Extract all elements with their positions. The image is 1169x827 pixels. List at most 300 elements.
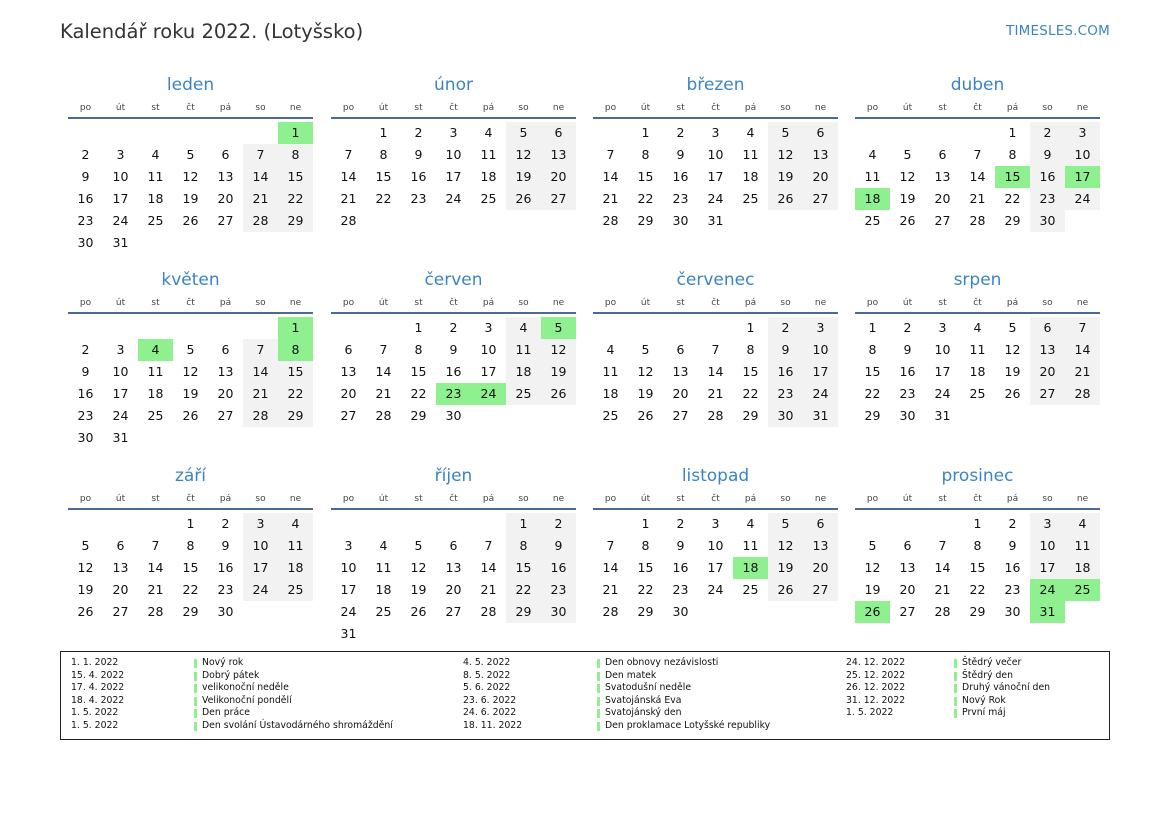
legend-row — [61, 720, 1109, 733]
weekday-label: čt — [449, 103, 458, 113]
day-cell: 27 — [445, 604, 462, 619]
day-cell: 19 — [77, 582, 94, 597]
day-cell: 12 — [637, 364, 654, 379]
day-cell: 23 — [410, 191, 427, 206]
day-cell: 8 — [186, 538, 195, 553]
weekday-label: so — [255, 103, 266, 113]
month-7 — [593, 270, 838, 455]
day-cell: 30 — [899, 408, 916, 423]
weekday-label: pá — [482, 298, 495, 308]
day-cell: 22 — [742, 386, 759, 401]
day-cell: 12 — [506, 144, 541, 166]
header-divider — [593, 117, 838, 119]
day-cell: 9 — [81, 169, 90, 184]
holiday-marker — [954, 684, 957, 693]
day-cell: 23 — [1030, 188, 1065, 210]
weekday-label: po — [866, 103, 879, 113]
day-cell: 3 — [1065, 122, 1100, 144]
day-cell: 9 — [676, 538, 685, 553]
weekday-label: út — [902, 298, 913, 308]
day-cell: 12 — [77, 560, 94, 575]
day-cell: 3 — [1030, 513, 1065, 535]
day-cell: 1 — [379, 125, 388, 140]
day-cell: 1 — [641, 125, 650, 140]
month-name: listopad — [681, 466, 750, 486]
day-cell: 16 — [541, 557, 576, 579]
day-cell: 22 — [1004, 191, 1021, 206]
day-cell: 19 — [541, 361, 576, 383]
day-cell: 8 — [973, 538, 982, 553]
weekday-label: po — [79, 494, 92, 504]
day-cell: 18 — [1065, 557, 1100, 579]
holiday-day-cell: 4 — [138, 339, 173, 361]
month-name: prosinec — [941, 466, 1014, 486]
day-cell: 17 — [243, 557, 278, 579]
day-cell: 11 — [278, 535, 313, 557]
header-divider — [331, 508, 576, 510]
day-cell: 17 — [112, 386, 129, 401]
weekday-label: so — [1042, 494, 1053, 504]
day-cell: 6 — [541, 122, 576, 144]
day-cell: 6 — [116, 538, 125, 553]
day-cell: 25 — [742, 191, 759, 206]
day-cell: 19 — [1004, 364, 1021, 379]
month-8 — [855, 270, 1100, 455]
day-cell: 13 — [803, 144, 838, 166]
holiday-marker — [954, 709, 957, 718]
day-cell: 30 — [672, 213, 689, 228]
weekday-label: ne — [552, 494, 565, 504]
day-cell: 24 — [707, 191, 724, 206]
day-cell: 19 — [864, 582, 881, 597]
day-cell: 16 — [899, 364, 916, 379]
weekday-label: ne — [1076, 494, 1089, 504]
day-cell: 4 — [484, 125, 493, 140]
day-cell: 23 — [899, 386, 916, 401]
day-cell: 12 — [541, 339, 576, 361]
day-cell: 26 — [637, 408, 654, 423]
day-cell: 3 — [938, 320, 947, 335]
weekday-label: pá — [1006, 494, 1019, 504]
weekday-label: st — [151, 494, 160, 504]
day-cell: 30 — [768, 405, 803, 427]
day-cell: 16 — [1004, 560, 1021, 575]
day-cell: 20 — [340, 386, 357, 401]
weekday-label: ne — [814, 494, 827, 504]
brand-link[interactable]: TIMESLES.COM — [1006, 23, 1110, 39]
day-cell: 20 — [1030, 361, 1065, 383]
day-cell: 10 — [934, 342, 951, 357]
header-divider — [593, 508, 838, 510]
day-cell: 5 — [768, 122, 803, 144]
holiday-date: 25. 12. 2022 — [846, 669, 906, 681]
day-cell: 3 — [344, 538, 353, 553]
day-cell: 16 — [77, 191, 94, 206]
day-cell: 19 — [899, 191, 916, 206]
day-cell: 7 — [1065, 317, 1100, 339]
weekday-label: pá — [744, 103, 757, 113]
day-cell: 8 — [868, 342, 877, 357]
day-cell: 14 — [480, 560, 497, 575]
day-cell: 9 — [221, 538, 230, 553]
day-cell: 13 — [934, 169, 951, 184]
holiday-day-cell: 17 — [1065, 166, 1100, 188]
day-cell: 15 — [278, 361, 313, 383]
holiday-date: 1. 5. 2022 — [846, 707, 894, 719]
day-cell: 22 — [278, 188, 313, 210]
day-cell: 28 — [1065, 383, 1100, 405]
weekday-label: út — [115, 103, 126, 113]
day-cell: 16 — [768, 361, 803, 383]
day-cell: 28 — [375, 408, 392, 423]
holiday-date: 31. 12. 2022 — [846, 694, 906, 706]
day-cell: 14 — [969, 169, 986, 184]
day-cell: 30 — [541, 601, 576, 623]
weekday-label: út — [640, 494, 651, 504]
day-cell: 12 — [768, 144, 803, 166]
day-cell: 23 — [768, 383, 803, 405]
weekday-label: čt — [711, 494, 720, 504]
weekday-label: ne — [552, 103, 565, 113]
day-cell: 28 — [340, 213, 357, 228]
day-cell: 29 — [410, 408, 427, 423]
legend-column — [61, 657, 1109, 720]
weekday-label: so — [255, 298, 266, 308]
weekday-label: pá — [219, 298, 232, 308]
weekday-label: út — [115, 494, 126, 504]
day-cell: 19 — [637, 386, 654, 401]
month-5 — [68, 270, 313, 455]
day-cell: 25 — [506, 383, 541, 405]
day-cell: 20 — [803, 557, 838, 579]
day-cell: 21 — [480, 582, 497, 597]
weekday-label: ne — [552, 298, 565, 308]
day-cell: 11 — [1065, 535, 1100, 557]
day-cell: 8 — [641, 147, 650, 162]
weekday-label: pá — [1006, 298, 1019, 308]
day-cell: 2 — [1008, 516, 1017, 531]
weekday-label: čt — [449, 494, 458, 504]
day-cell: 5 — [1008, 320, 1017, 335]
day-cell: 6 — [676, 342, 685, 357]
day-cell: 8 — [278, 144, 313, 166]
day-cell: 8 — [506, 535, 541, 557]
day-cell: 2 — [221, 516, 230, 531]
day-cell: 10 — [340, 560, 357, 575]
day-cell: 30 — [1030, 210, 1065, 232]
day-cell: 24 — [112, 408, 129, 423]
day-cell: 8 — [379, 147, 388, 162]
weekday-label: út — [640, 298, 651, 308]
day-cell: 7 — [243, 144, 278, 166]
holiday-marker — [954, 659, 957, 668]
day-cell: 26 — [77, 604, 94, 619]
weekday-label: ne — [289, 103, 302, 113]
day-cell: 27 — [217, 408, 234, 423]
weekday-label: po — [604, 298, 617, 308]
day-cell: 31 — [340, 626, 357, 641]
day-cell: 20 — [803, 166, 838, 188]
day-cell: 11 — [742, 147, 759, 162]
day-cell: 12 — [410, 560, 427, 575]
day-cell: 14 — [243, 166, 278, 188]
month-1 — [68, 75, 313, 260]
day-cell: 2 — [81, 342, 90, 357]
day-cell: 10 — [445, 147, 462, 162]
weekday-label: po — [342, 298, 355, 308]
holiday-marker — [954, 672, 957, 681]
holiday-date: 8. 5. 2022 — [463, 669, 511, 681]
day-cell: 11 — [375, 560, 392, 575]
holiday-date: 17. 4. 2022 — [71, 682, 125, 694]
day-cell: 2 — [541, 513, 576, 535]
day-cell: 12 — [899, 169, 916, 184]
day-cell: 27 — [803, 188, 838, 210]
day-cell: 11 — [969, 342, 986, 357]
day-cell: 13 — [1030, 339, 1065, 361]
weekday-label: ne — [1076, 103, 1089, 113]
day-cell: 24 — [803, 383, 838, 405]
legend-row — [61, 670, 1109, 683]
day-cell: 13 — [672, 364, 689, 379]
day-cell: 28 — [969, 213, 986, 228]
day-cell: 9 — [81, 364, 90, 379]
day-cell: 21 — [934, 582, 951, 597]
holiday-name: Den svolání Ústavodárného shromáždění — [202, 719, 393, 731]
day-cell: 29 — [278, 210, 313, 232]
day-cell: 10 — [1065, 144, 1100, 166]
day-cell: 22 — [182, 582, 199, 597]
day-cell: 27 — [112, 604, 129, 619]
day-cell: 5 — [414, 538, 423, 553]
day-cell: 7 — [711, 342, 720, 357]
day-cell: 8 — [746, 342, 755, 357]
day-cell: 21 — [602, 582, 619, 597]
day-cell: 4 — [746, 125, 755, 140]
day-cell: 16 — [410, 169, 427, 184]
day-cell: 12 — [182, 364, 199, 379]
day-cell: 28 — [602, 213, 619, 228]
day-cell: 25 — [742, 582, 759, 597]
day-cell: 20 — [217, 386, 234, 401]
weekday-label: čt — [186, 298, 195, 308]
day-cell: 31 — [803, 405, 838, 427]
day-cell: 13 — [899, 560, 916, 575]
day-cell: 14 — [602, 169, 619, 184]
day-cell: 1 — [414, 320, 423, 335]
month-name: srpen — [953, 270, 1002, 290]
day-cell: 23 — [1004, 582, 1021, 597]
month-3 — [593, 75, 838, 260]
day-cell: 14 — [602, 560, 619, 575]
weekday-label: so — [1042, 103, 1053, 113]
day-cell: 9 — [449, 342, 458, 357]
holiday-day-cell: 8 — [278, 339, 313, 361]
day-cell: 24 — [1065, 188, 1100, 210]
day-cell: 11 — [742, 538, 759, 553]
day-cell: 17 — [340, 582, 357, 597]
weekday-label: st — [676, 103, 685, 113]
holiday-date: 5. 6. 2022 — [463, 682, 511, 694]
month-name: říjen — [434, 466, 473, 486]
day-cell: 26 — [768, 188, 803, 210]
day-cell: 25 — [602, 408, 619, 423]
day-cell: 19 — [768, 166, 803, 188]
holiday-day-cell: 25 — [1065, 579, 1100, 601]
day-cell: 31 — [112, 235, 129, 250]
day-cell: 13 — [217, 364, 234, 379]
day-cell: 24 — [445, 191, 462, 206]
day-cell: 15 — [742, 364, 759, 379]
day-cell: 10 — [707, 538, 724, 553]
holiday-name: Svatodušní neděle — [605, 682, 692, 694]
day-cell: 2 — [449, 320, 458, 335]
weekday-label: čt — [711, 298, 720, 308]
weekday-label: st — [414, 494, 423, 504]
month-10 — [331, 466, 576, 651]
day-cell: 6 — [903, 538, 912, 553]
day-cell: 3 — [116, 342, 125, 357]
day-cell: 9 — [1030, 144, 1065, 166]
holiday-day-cell: 31 — [1030, 601, 1065, 623]
day-cell: 21 — [602, 191, 619, 206]
day-cell: 4 — [606, 342, 615, 357]
month-name: září — [174, 466, 207, 486]
month-name: duben — [950, 75, 1005, 95]
day-cell: 7 — [243, 339, 278, 361]
day-cell: 5 — [186, 147, 195, 162]
month-6 — [331, 270, 576, 455]
day-cell: 18 — [278, 557, 313, 579]
weekday-label: po — [342, 494, 355, 504]
weekday-label: pá — [1006, 103, 1019, 113]
holiday-name: Nový rok — [202, 657, 244, 668]
weekday-label: út — [378, 494, 389, 504]
weekday-label: ne — [289, 298, 302, 308]
header-divider — [68, 508, 313, 510]
holiday-name: První máj — [962, 707, 1006, 719]
holiday-day-cell: 18 — [855, 188, 890, 210]
holiday-legend — [60, 651, 1110, 740]
header-divider — [855, 117, 1100, 119]
holiday-date: 4. 5. 2022 — [463, 657, 511, 668]
day-cell: 14 — [934, 560, 951, 575]
day-cell: 17 — [707, 560, 724, 575]
day-cell: 11 — [147, 364, 164, 379]
month-name: květen — [161, 270, 220, 290]
month-2 — [331, 75, 576, 260]
holiday-date: 1. 5. 2022 — [71, 707, 119, 719]
day-cell: 5 — [868, 538, 877, 553]
header-divider — [593, 312, 838, 314]
day-cell: 30 — [77, 430, 94, 445]
holiday-date: 1. 5. 2022 — [71, 719, 119, 731]
day-cell: 22 — [637, 191, 654, 206]
day-cell: 16 — [217, 560, 234, 575]
holiday-name: Štědrý den — [962, 669, 1013, 681]
weekday-label: út — [115, 298, 126, 308]
weekday-label: čt — [711, 103, 720, 113]
day-cell: 20 — [112, 582, 129, 597]
day-cell: 10 — [112, 364, 129, 379]
day-cell: 7 — [379, 342, 388, 357]
weekday-label: pá — [482, 494, 495, 504]
day-cell: 19 — [182, 386, 199, 401]
day-cell: 27 — [1030, 383, 1065, 405]
day-cell: 13 — [217, 169, 234, 184]
day-cell: 28 — [602, 604, 619, 619]
day-cell: 26 — [410, 604, 427, 619]
day-cell: 13 — [112, 560, 129, 575]
day-cell: 1 — [186, 516, 195, 531]
day-cell: 29 — [506, 601, 541, 623]
weekday-label: ne — [814, 298, 827, 308]
day-cell: 30 — [445, 408, 462, 423]
month-12 — [855, 466, 1100, 651]
legend-row — [61, 682, 1109, 695]
day-cell: 20 — [445, 582, 462, 597]
weekday-label: ne — [814, 103, 827, 113]
day-cell: 10 — [243, 535, 278, 557]
day-cell: 17 — [1030, 557, 1065, 579]
day-cell: 6 — [803, 513, 838, 535]
day-cell: 3 — [711, 125, 720, 140]
weekday-label: so — [780, 494, 791, 504]
holiday-day-cell: 26 — [855, 601, 890, 623]
day-cell: 18 — [969, 364, 986, 379]
day-cell: 26 — [768, 579, 803, 601]
weekday-label: čt — [973, 103, 982, 113]
day-cell: 6 — [221, 147, 230, 162]
holiday-day-cell: 15 — [995, 166, 1030, 188]
day-cell: 7 — [151, 538, 160, 553]
day-cell: 18 — [602, 386, 619, 401]
day-cell: 24 — [243, 579, 278, 601]
day-cell: 11 — [864, 169, 881, 184]
day-cell: 18 — [375, 582, 392, 597]
holiday-name: Svatojánská Eva — [605, 694, 682, 706]
day-cell: 4 — [379, 538, 388, 553]
day-cell: 16 — [672, 560, 689, 575]
day-cell: 25 — [864, 213, 881, 228]
holiday-name: Druhý vánoční den — [962, 682, 1051, 694]
day-cell: 22 — [278, 383, 313, 405]
day-cell: 16 — [1030, 166, 1065, 188]
day-cell: 27 — [899, 604, 916, 619]
day-cell: 26 — [506, 188, 541, 210]
day-cell: 14 — [375, 364, 392, 379]
weekday-label: st — [676, 494, 685, 504]
day-cell: 15 — [637, 560, 654, 575]
day-cell: 28 — [147, 604, 164, 619]
weekday-label: út — [902, 494, 913, 504]
weekday-label: čt — [449, 298, 458, 308]
weekday-label: čt — [973, 298, 982, 308]
holiday-marker — [954, 697, 957, 706]
day-cell: 5 — [506, 122, 541, 144]
weekday-label: pá — [219, 494, 232, 504]
day-cell: 19 — [410, 582, 427, 597]
day-cell: 21 — [969, 191, 986, 206]
weekday-label: út — [640, 103, 651, 113]
month-name: červen — [424, 270, 483, 290]
day-cell: 2 — [903, 320, 912, 335]
holiday-day-cell: 24 — [471, 383, 506, 405]
header-divider — [855, 312, 1100, 314]
day-cell: 22 — [506, 579, 541, 601]
day-cell: 24 — [934, 386, 951, 401]
day-cell: 30 — [1004, 604, 1021, 619]
